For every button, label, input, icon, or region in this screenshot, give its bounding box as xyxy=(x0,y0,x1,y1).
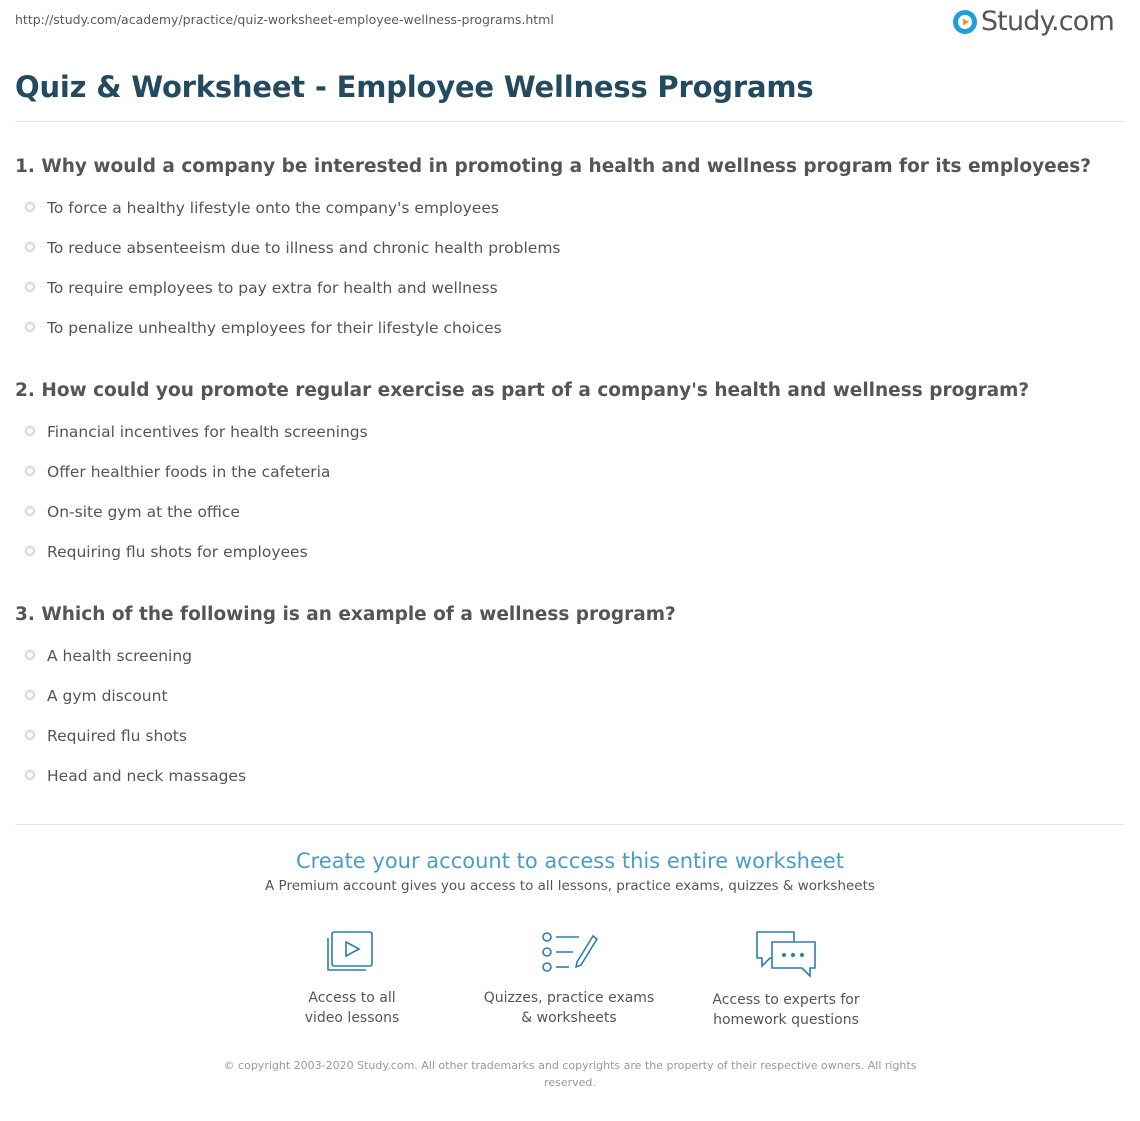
answer-options xyxy=(15,636,1125,796)
answer-options xyxy=(15,412,1125,572)
feature-experts xyxy=(696,928,876,1030)
page-title: Quiz & Worksheet - Employee Wellness Programs xyxy=(15,70,814,104)
answer-options xyxy=(15,188,1125,348)
feature-line: Access to experts for xyxy=(712,992,860,1008)
video-lesson-icon xyxy=(324,928,380,976)
question-1 xyxy=(15,155,1125,348)
option-label: To penalize unhealthy employees for their lifestyle choices xyxy=(47,319,502,337)
answer-option[interactable] xyxy=(15,532,1125,572)
answer-option[interactable] xyxy=(15,308,1125,348)
option-label: Offer healthier foods in the cafeteria xyxy=(47,463,331,481)
feature-quizzes xyxy=(479,928,659,1028)
radio-button-icon[interactable] xyxy=(25,426,35,436)
option-label: To force a healthy lifestyle onto the company's employees xyxy=(47,199,499,217)
feature-label xyxy=(479,988,659,1028)
radio-button-icon[interactable] xyxy=(25,282,35,292)
chat-bubbles-icon xyxy=(754,928,818,978)
option-label: Requiring flu shots for employees xyxy=(47,543,308,561)
feature-line: Access to all xyxy=(308,990,396,1006)
option-label: Required flu shots xyxy=(47,727,187,745)
radio-button-icon[interactable] xyxy=(25,650,35,660)
radio-button-icon[interactable] xyxy=(25,322,35,332)
quiz-checklist-icon xyxy=(539,928,599,976)
play-logo-icon xyxy=(952,9,978,35)
section-divider xyxy=(15,824,1125,825)
radio-button-icon[interactable] xyxy=(25,506,35,516)
feature-label xyxy=(696,990,876,1030)
question-text: 2. How could you promote regular exercise as part of a company's health and wellness program? xyxy=(15,380,1030,401)
answer-option[interactable] xyxy=(15,188,1125,228)
premium-features xyxy=(0,928,1140,1028)
copyright-notice: © copyright 2003-2020 Study.com. All other trademarks and copyrights are the property of their respective owners. All rights reserved. xyxy=(223,1059,917,1089)
answer-option[interactable] xyxy=(15,228,1125,268)
answer-option[interactable] xyxy=(15,412,1125,452)
feature-video-lessons xyxy=(262,928,442,1028)
answer-option[interactable] xyxy=(15,636,1125,676)
option-label: A health screening xyxy=(47,647,193,665)
question-text: 3. Which of the following is an example of a wellness program? xyxy=(15,604,676,625)
answer-option[interactable] xyxy=(15,492,1125,532)
signup-cta xyxy=(0,848,1140,894)
radio-button-icon[interactable] xyxy=(25,730,35,740)
option-label: To reduce absenteeism due to illness and chronic health problems xyxy=(47,239,561,257)
logo-wordmark: Study.com xyxy=(980,6,1114,37)
question-3 xyxy=(15,603,1125,796)
radio-button-icon[interactable] xyxy=(25,770,35,780)
page-url: http://study.com/academy/practice/quiz-worksheet-employee-wellness-programs.html xyxy=(15,12,554,27)
option-label: A gym discount xyxy=(47,687,168,705)
radio-button-icon[interactable] xyxy=(25,546,35,556)
option-label: Financial incentives for health screenings xyxy=(47,423,368,441)
feature-line: & worksheets xyxy=(521,1010,617,1026)
cta-subtitle: A Premium account gives you access to all lessons, practice exams, quizzes & worksheets xyxy=(265,878,875,894)
answer-option[interactable] xyxy=(15,268,1125,308)
feature-line: homework questions xyxy=(713,1012,859,1028)
answer-option[interactable] xyxy=(15,676,1125,716)
option-label: To require employees to pay extra for health and wellness xyxy=(47,279,498,297)
radio-button-icon[interactable] xyxy=(25,242,35,252)
answer-option[interactable] xyxy=(15,452,1125,492)
answer-option[interactable] xyxy=(15,756,1125,796)
answer-option[interactable] xyxy=(15,716,1125,756)
question-2 xyxy=(15,379,1125,572)
study-logo[interactable] xyxy=(952,8,1114,35)
feature-label xyxy=(262,988,442,1028)
create-account-link[interactable]: Create your account to access this entire worksheet xyxy=(295,849,845,873)
feature-line: video lessons xyxy=(304,1010,400,1026)
title-divider xyxy=(15,121,1125,122)
option-label: On-site gym at the office xyxy=(47,503,240,521)
question-text: 1. Why would a company be interested in promoting a health and wellness program for its employees? xyxy=(15,156,1092,177)
feature-line: Quizzes, practice exams xyxy=(483,990,655,1006)
radio-button-icon[interactable] xyxy=(25,690,35,700)
radio-button-icon[interactable] xyxy=(25,466,35,476)
option-label: Head and neck massages xyxy=(47,767,247,785)
radio-button-icon[interactable] xyxy=(25,202,35,212)
